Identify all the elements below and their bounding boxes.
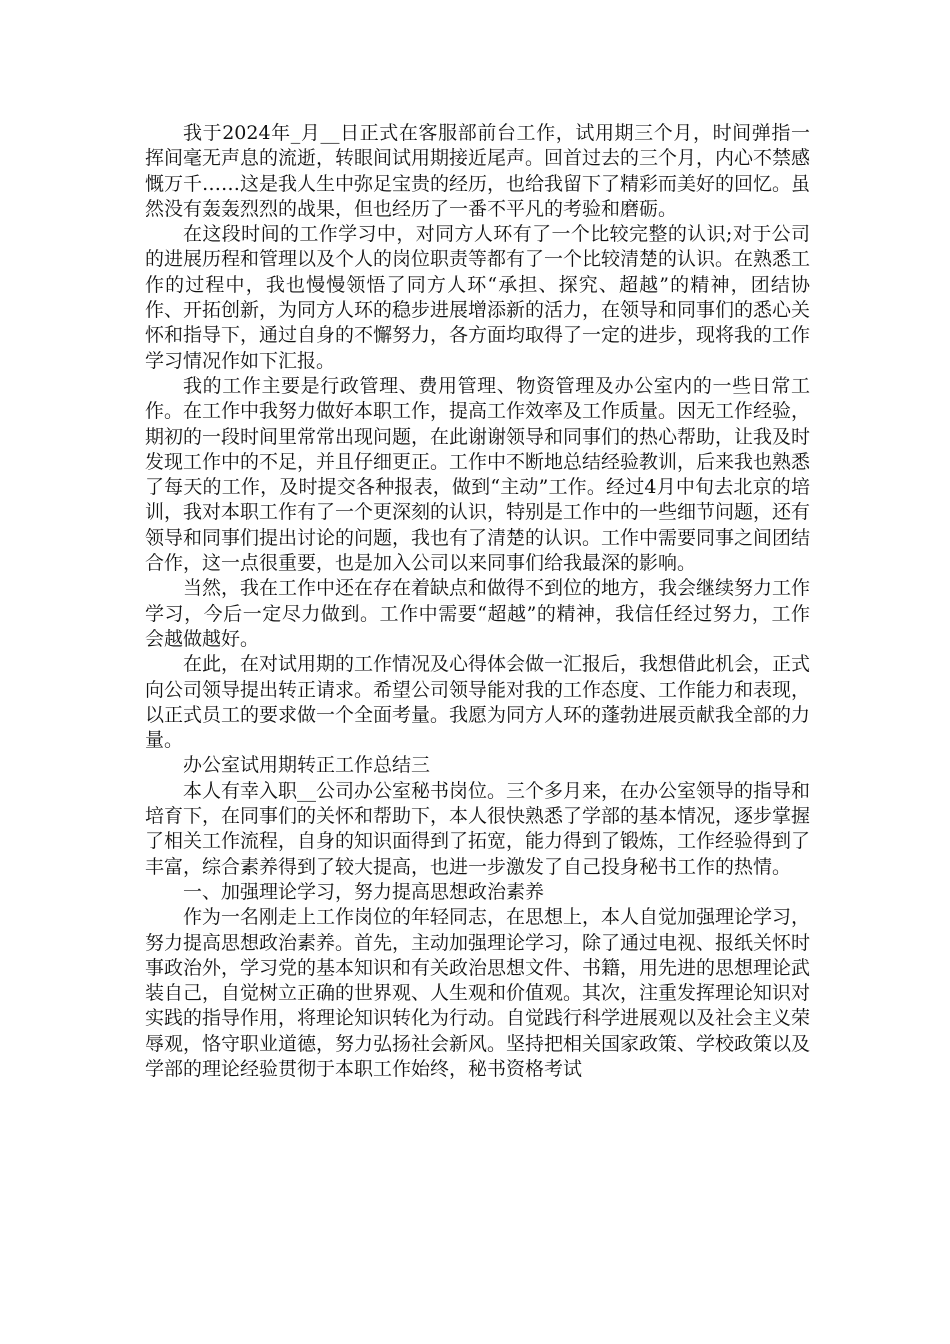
paragraph-5: 在此，在对试用期的工作情况及心得体会做一汇报后，我想借此机会，正式向公司领导提出转正请求。希望公司领导能对我的工作态度、工作能力和表现，以正式员工的要求做一个全面考量。我愿为同方人环的蓬勃进展贡献我全部的力量。 bbox=[145, 653, 811, 752]
paragraph-2: 在这段时间的工作学习中，对同方人环有了一个比较完整的认识;对于公司的进展历程和管理以及个人的岗位职责等都有了一个比较清楚的认识。在熟悉工作的过程中，我也慢慢领悟了同方人环“承担、探究、超越”的精神，团结协作、开拓创新，为同方人环的稳步进展增添新的活力，在领导和同事们的悉心关怀和指导下，通过自身的不懈努力，各方面均取得了一定的进步，现将我的工作学习情况作如下汇报。 bbox=[145, 223, 811, 372]
document-page bbox=[145, 121, 810, 1082]
subheading-1: 一、加强理论学习，努力提高思想政治素养 bbox=[183, 880, 545, 903]
paragraph-6: 本人有幸入职__公司办公室秘书岗位。三个多月来，在办公室领导的指导和培育下，在同事们的关怀和帮助下，本人很快熟悉了学部的基本情况，逐步掌握了相关工作流程，自身的知识面得到了拓宽，能力得到了锻炼，工作经验得到了丰富，综合素养得到了较大提高，也进一步激发了自己投身秘书工作的热情。 bbox=[145, 779, 811, 878]
paragraph-7: 作为一名刚走上工作岗位的年轻同志，在思想上，本人自觉加强理论学习，努力提高思想政治素养。首先，主动加强理论学习，除了通过电视、报纸关怀时事政治外，学习党的基本知识和有关政治思想文件、书籍，用先进的思想理论武装自己，自觉树立正确的世界观、人生观和价值观。其次，注重发挥理论知识对实践的指导作用，将理论知识转化为行动。自觉践行科学进展观以及社会主义荣辱观，恪守职业道德，努力弘扬社会新风。坚持把相关国家政策、学校政策以及学部的理论经验贯彻于本职工作始终，秘书资格考试 bbox=[145, 906, 811, 1080]
paragraph-3: 我的工作主要是行政管理、费用管理、物资管理及办公室内的一些日常工作。在工作中我努力做好本职工作，提高工作效率及工作质量。因无工作经验，期初的一段时间里常常出现问题，在此谢谢领导和同事们的热心帮助，让我及时发现工作中的不足，并且仔细更正。工作中不断地总结经验教训，后来我也熟悉了每天的工作，及时提交各种报表，做到“主动”工作。经过4月中旬去北京的培训，我对本职工作有了一个更深刻的认识，特别是工作中的一些细节问题，还有领导和同事们提出讨论的问题，我也有了清楚的认识。工作中需要同事之间团结合作，这一点很重要，也是加入公司以来同事们给我最深的影响。 bbox=[145, 374, 811, 575]
section-title: 办公室试用期转正工作总结三 bbox=[183, 754, 431, 777]
paragraph-4: 当然，我在工作中还在存在着缺点和做得不到位的地方，我会继续努力工作学习，今后一定尽力做到。工作中需要“超越”的精神，我信任经过努力，工作会越做越好。 bbox=[145, 577, 811, 650]
paragraph-1: 我于2024年_月__日正式在客服部前台工作，试用期三个月，时间弹指一挥间毫无声息的流逝，转眼间试用期接近尾声。回首过去的三个月，内心不禁感慨万千……这是我人生中弥足宝贵的经历，也给我留下了精彩而美好的回忆。虽然没有轰轰烈烈的战果，但也经历了一番不平凡的考验和磨砺。 bbox=[145, 122, 811, 220]
